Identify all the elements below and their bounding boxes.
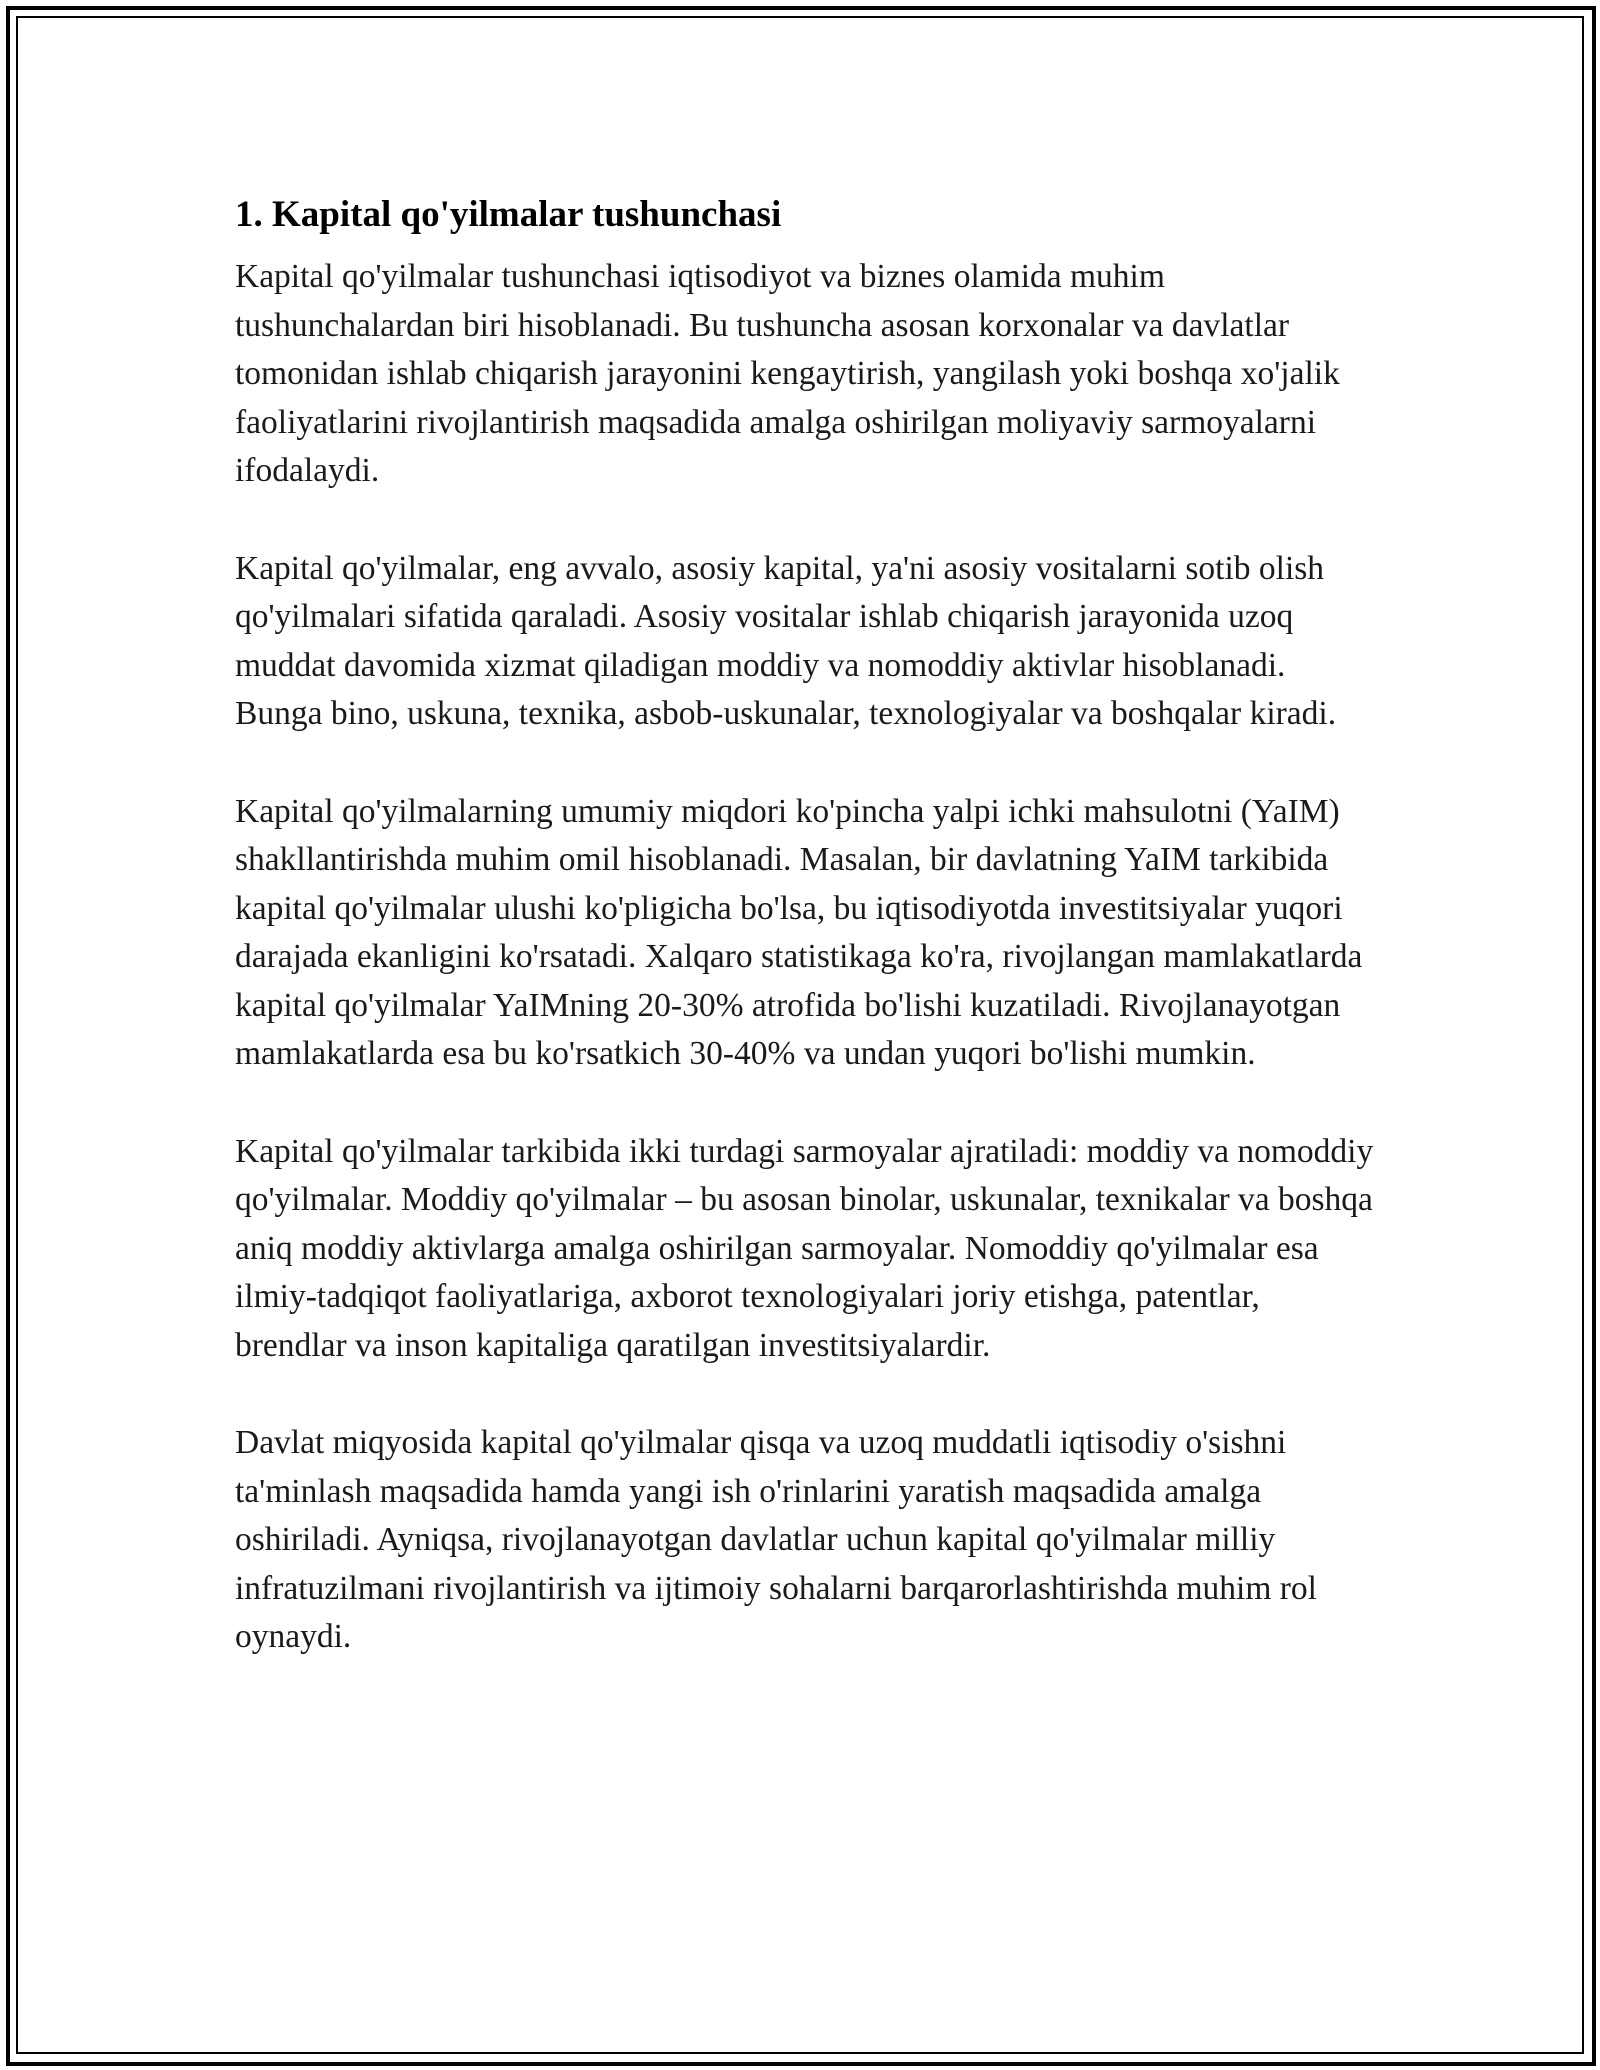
paragraph-5: Davlat miqyosida kapital qo'yilmalar qisqa va uzoq muddatli iqtisodiy o'sishni ta'minlash maqsadida hamda yangi ish o'rinlarini yaratish maqsadida amalga oshiriladi. Ayniqsa, rivojlanayotgan davlatlar uchun kapital qo'yilmalar milliy infratuzilmani rivojlantirish va ijtimoiy sohalarni barqarorlashtirishda muhim rol oynaydi. [235,1424,1317,1655]
paragraph-1: Kapital qo'yilmalar tushunchasi iqtisodiyot va biznes olamida muhim tushunchalardan biri hisoblanadi. Bu tushuncha asosan korxonalar va davlatlar tomonidan ishlab chiqarish jarayonini kengaytirish, yangilash yoki boshqa xo'jalik faoliyatlarini rivojlantirish maqsadida amalga oshirilgan moliyaviy sarmoyalarni ifodalaydi. [235,258,1340,489]
document-body [235,185,1375,1711]
paragraph-3: Kapital qo'yilmalarning umumiy miqdori ko'pincha yalpi ichki mahsulotni (YaIM) shakllantirishda muhim omil hisoblanadi. Masalan, bir davlatning YaIM tarkibida kapital qo'yilmalar ulushi ko'pligicha bo'lsa, bu iqtisodiyotda investitsiyalar yuqori darajada ekanligini ko'rsatadi. Xalqaro statistikaga ko'ra, rivojlangan mamlakatlarda kapital qo'yilmalar YaIMning 20-30% atrofida bo'lishi kuzatiladi. Rivojlanayotgan mamlakatlarda esa bu ko'rsatkich 30-40% va undan yuqori bo'lishi mumkin. [235,792,1363,1072]
paragraph-4: Kapital qo'yilmalar tarkibida ikki turdagi sarmoyalar ajratiladi: moddiy va nomoddiy qo'yilmalar. Moddiy qo'yilmalar – bu asosan binolar, uskunalar, texnikalar va boshqa aniq moddiy aktivlarga amalga oshirilgan sarmoyalar. Nomoddiy qo'yilmalar esa ilmiy-tadqiqot faoliyatlariga, axborot texnologiyalari joriy etishga, patentlar, brendlar va inson kapitaliga qaratilgan investitsiyalardir. [235,1132,1374,1364]
paragraph-2: Kapital qo'yilmalar, eng avvalo, asosiy kapital, ya'ni asosiy vositalarni sotib olish qo'yilmalari sifatida qaraladi. Asosiy vositalar ishlab chiqarish jarayonida uzoq muddat davomida xizmat qiladigan moddiy va nomoddiy aktivlar hisoblanadi. Bunga bino, uskuna, texnika, asbob-uskunalar, texnologiyalar va boshqalar kiradi. [235,549,1337,732]
section-heading: 1. Kapital qo'yilmalar tushunchasi [235,194,782,235]
